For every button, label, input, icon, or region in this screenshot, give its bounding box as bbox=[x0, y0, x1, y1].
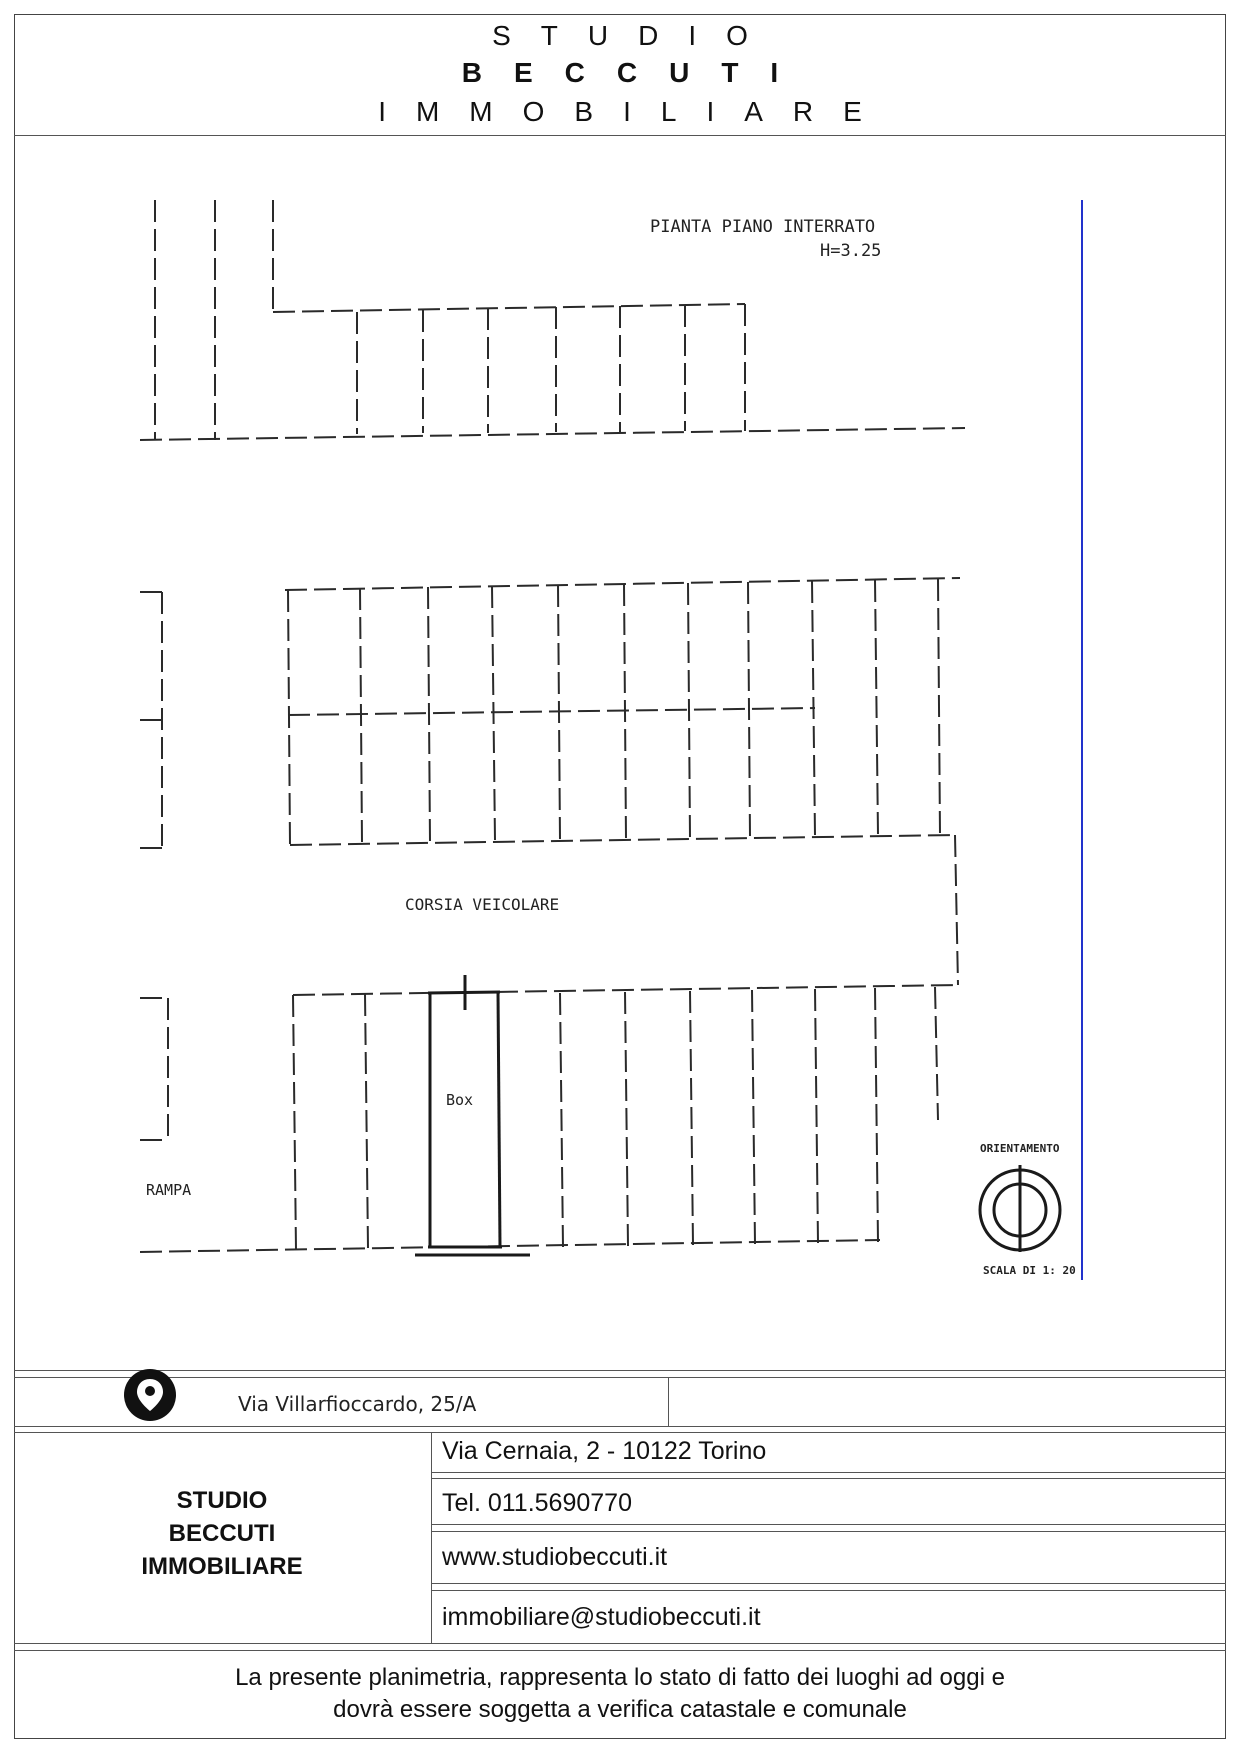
header-divider bbox=[14, 135, 1226, 136]
plan-title: PIANTA PIANO INTERRATO bbox=[650, 217, 876, 237]
agency-name-line1: STUDIO bbox=[176, 1487, 268, 1514]
agency-name-line3: IMMOBILIARE bbox=[141, 1553, 303, 1580]
agency-phone: Tel. 011.5690770 bbox=[442, 1489, 632, 1517]
row-divider-mid-inner bbox=[14, 1432, 1226, 1433]
plan-ramp-label: RAMPA bbox=[146, 1181, 192, 1199]
agency-email[interactable]: immobiliare@studiobeccuti.it bbox=[442, 1603, 761, 1631]
contact-divider-1 bbox=[432, 1472, 1226, 1473]
property-address: Via Villarfioccardo, 25/A bbox=[238, 1392, 477, 1416]
agency-website[interactable]: www.studiobeccuti.it bbox=[442, 1543, 668, 1571]
plan-height-label: H=3.25 bbox=[820, 241, 882, 261]
plan-orientation-label: ORIENTAMENTO bbox=[980, 1142, 1060, 1155]
header-studio: STUDIO bbox=[492, 20, 778, 51]
contact-divider-1b bbox=[432, 1478, 1226, 1479]
agency-address: Via Cernaia, 2 - 10122 Torino bbox=[442, 1437, 767, 1465]
plan-scale-label: SCALA DI 1: 20 bbox=[983, 1264, 1076, 1277]
address-cell-divider bbox=[668, 1378, 669, 1426]
row-divider-top bbox=[14, 1370, 1226, 1371]
footer-divider-inner bbox=[14, 1650, 1226, 1651]
header-immobiliare: IMMOBILIARE bbox=[378, 96, 892, 127]
agency-name bbox=[14, 1484, 430, 1583]
disclaimer-line1: La presente planimetria, rappresenta lo stato di fatto dei luoghi ad oggi e bbox=[235, 1664, 1005, 1691]
agency-name-line2: BECCUTI bbox=[168, 1520, 276, 1547]
row-divider-mid bbox=[14, 1426, 1226, 1427]
map-pin-icon bbox=[124, 1369, 176, 1421]
contact-divider-2b bbox=[432, 1531, 1226, 1532]
disclaimer-line2: dovrà essere soggetta a verifica catastale e comunale bbox=[333, 1696, 907, 1723]
floor-plan bbox=[140, 200, 1090, 1290]
contact-divider-3 bbox=[432, 1583, 1226, 1584]
plan-lane-label: CORSIA VEICOLARE bbox=[405, 895, 560, 914]
contact-divider-3b bbox=[432, 1590, 1226, 1591]
contact-divider-2 bbox=[432, 1524, 1226, 1525]
plan-box-label: Box bbox=[446, 1091, 474, 1109]
footer-divider bbox=[14, 1643, 1226, 1644]
agency-cell-divider bbox=[431, 1432, 432, 1644]
row-divider-top-inner bbox=[14, 1377, 1226, 1378]
disclaimer bbox=[14, 1662, 1226, 1726]
header-beccuti: BECCUTI bbox=[461, 57, 811, 88]
